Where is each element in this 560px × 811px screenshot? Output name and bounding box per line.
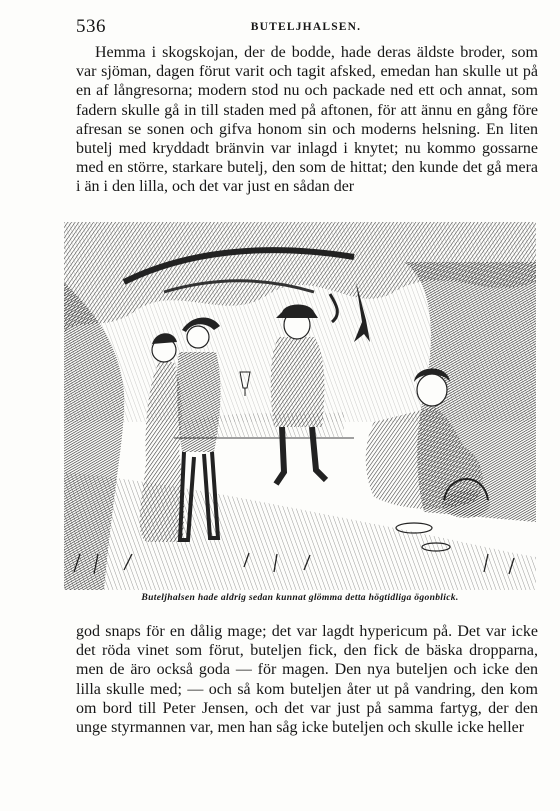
illustration-caption: Buteljhalsen hade aldrig sedan kunnat glömma detta högtidliga ögonblick. [141,592,459,603]
engraving-picture [64,222,536,590]
paragraph-bottom: god snaps för en dålig mage; det var lagdt hypericum på. Det var icke det röda vinet som förut, buteljen fick, den fick de bäska dropparna, men de äro också goda — för magen. Den nya buteljen och icke den lilla skulle med; — och så kom buteljen åter ut på vandring, den kom om bord till Peter Jensen, och det var just på samma fartyg, der den unge styrmannen var, men han såg icke buteljen och skulle icke heller [76,623,538,737]
page-number: 536 [76,16,106,37]
running-title: BUTELJHALSEN. [250,21,362,33]
page-header [76,16,536,38]
engraving-illustration [64,222,536,590]
paragraph-top: Hemma i skogskojan, der de bodde, hade deras äldste broder, som var sjöman, dagen förut varit och tagit afsked, emedan han skulle ut på en af långresorna; modern stod nu och packade ned ett och annat, som fadern skulle gå in till staden med på aftonen, för att ännu en gång före afresan se sonen och gifva honom sin och moderns helsning. En liten butelj med kryddadt bränvin var inlagd i knytet; nu kommo gossarne med en större, starkare butelj, den som de hittat; den kunde det gå mera i än i den lilla, och det var just en sådan der [76,44,538,196]
